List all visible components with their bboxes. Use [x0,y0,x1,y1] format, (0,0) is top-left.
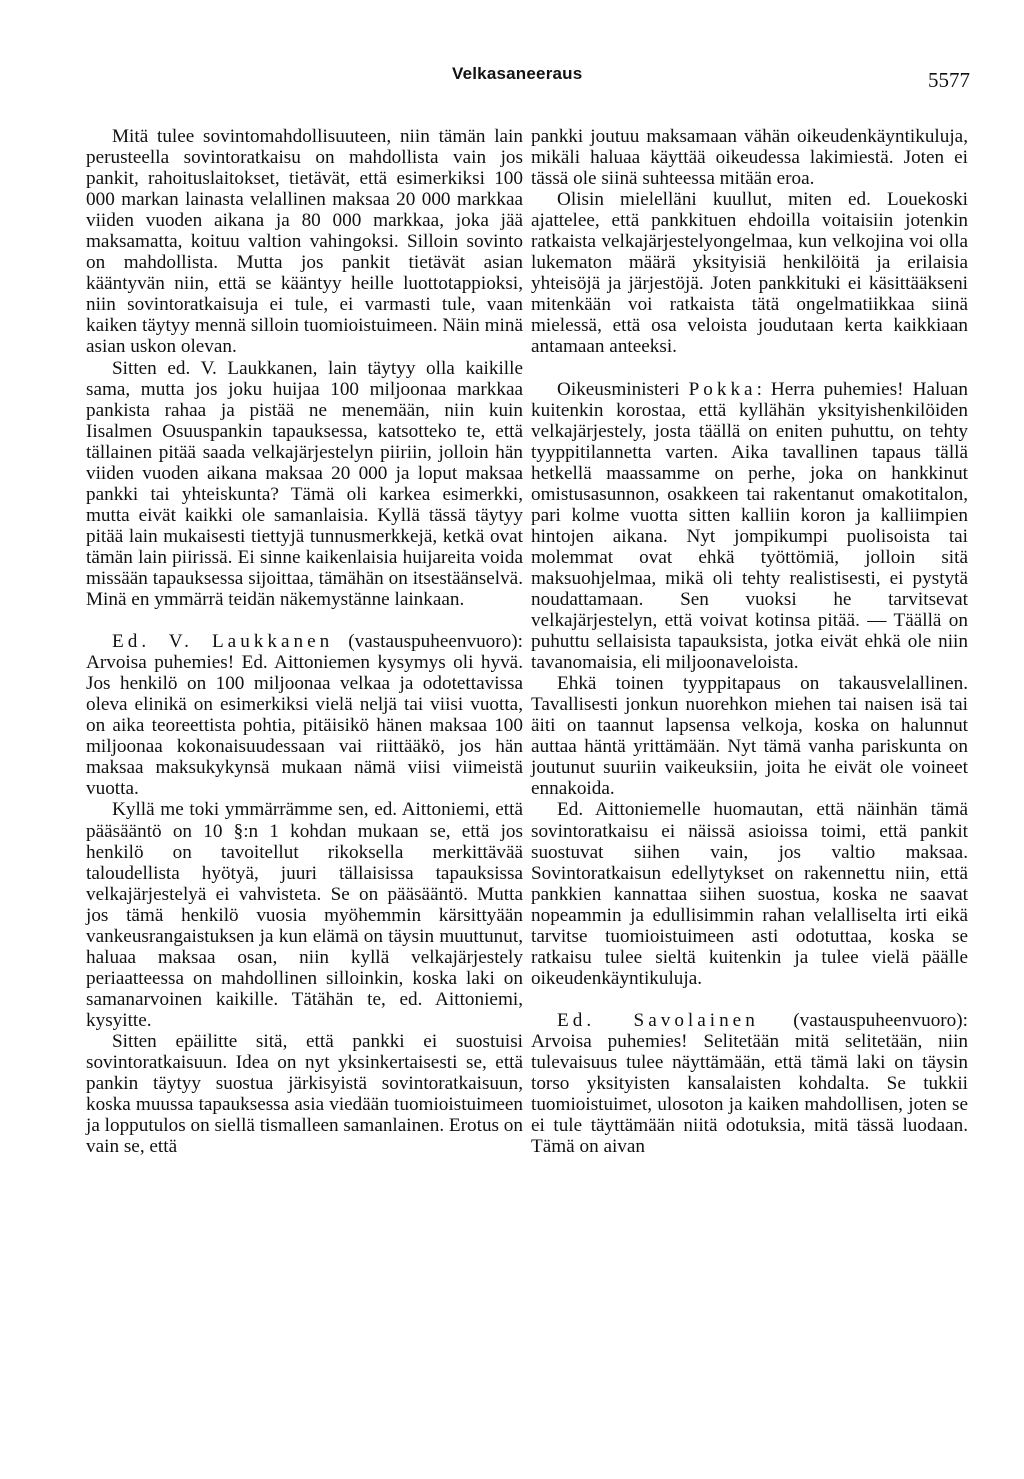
speaker-name: Ed. V. Laukkanen [112,631,334,653]
paragraph: Ed. Aittoniemelle huomautan, että näinhän tämä sovintoratkaisu ei näissä asioissa toimi, että pankit suostuvat siihen vain, jos valtio maksaa. Sovintoratkaisun edellytykset on rakennettu niin, että pankkien kannattaa siihen suostua, koska ne saavat nopeammin ja edullisimmin rahan velalliselta irti eikä tarvitse tuomioistuimeen asti odotuttaa, koska se ratkaisu tulee sieltä kuitenkin ja tulee vielä päälle oikeudenkäyntikuluja. [531,799,968,989]
speaker-name: Pokka [688,378,757,400]
speech-paragraph [531,1010,968,1157]
paragraph: Sitten epäilitte sitä, että pankki ei suostuisi sovintoratkaisuun. Idea on nyt yksinkertaisesti se, että pankin täytyy suostua järkisyistä sovintoratkaisuun, koska muussa tapauksessa asia viedään tuomioistuimeen ja lopputulos on siellä tismalleen samanlainen. Erotus on vain se, että [86,1030,523,1158]
paragraph: Mitä tulee sovintomahdollisuuteen, niin tämän lain perusteella sovintoratkaisu on mahdollista vain jos pankit, rahoituslaitokset, tietävät, että esimerkiksi 100 000 markan lainasta velallinen maksaa 20 000 markkaa viiden vuoden aikana ja 80 000 markkaa, joka jää maksamatta, koituu valtion vahingoksi. Silloin sovinto on mahdollista. Mutta jos pankit tietävät asian kääntyvän niin, että se kääntyy heille luottotappioksi, niin sovintoratkaisuja ei tule, ei varmasti tule, vaan kaiken täytyy mennä silloin tuomioistuimeen. Näin minä asian uskon olevan. [86,126,523,358]
running-title: Velkasaneeraus [452,64,583,83]
speaker-name: Ed. Savolainen [557,1009,759,1031]
paragraph: Sitten ed. V. Laukkanen, lain täytyy olla kaikille sama, mutta jos joku huijaa 100 miljoonaa markkaa pankista rahaa ja pistää ne menemään, niin kuin Iisalmen Osuuspankin tapauksessa, katsotteko te, että tällainen pitää saada velkajärjestelyn piiriin, jolloin hän viiden vuoden aikana maksaa 20 000 ja loput maksaa pankki tai yhteiskunta? Tämä oli karkea esimerkki, mutta eivät kaikki ole samanlaisia. Kyllä tässä täytyy pitää lain mukaisesti tiettyjä tunnusmerkkejä, ketkä ovat tämän lain piirissä. Ei sinne kaikenlaisia huijareita voida missään tapauksessa sijoittaa, tämähän on itsestäänselvä. Minä en ymmärrä teidän näkemystänne lainkaan. [86,357,523,611]
paragraph: Kyllä me toki ymmärrämme sen, ed. Aittoniemi, että pääsääntö on 10 §:n 1 kohdan mukaan se, että jos henkilö on tavoitellut rikoksella merkittävää taloudellista hyötyä, juuri tällaisissa tapauksissa velkajärjestelyä ei vahvisteta. Se on pääsääntö. Mutta jos tämä henkilö vuosia myöhemmin kärsittyään vankeusrangaistuksen ja kun elämä on täysin muuttunut, haluaa maksaa osan, niin kyllä velkajärjestely periaatteessa on mahdollinen silloinkin, koska laki on samanarvoinen kaikille. Tätähän te, ed. Aittoniemi, kysyitte. [86,799,523,1031]
speech-text: (vastauspuheenvuoro): Arvoisa puhemies! Ed. Aittoniemen kysymys oli hyvä. Jos henkilö on 100 miljoonaa velkaa ja odotettavissa oleva elinikä on esimerkiksi vielä neljä tai viisi vuotta, on aika teoreettista pohtia, pitäisikö hänen maksaa 100 miljoonaa kokonaisuudessaan vai riittääkö, jos hän maksaa maksukykynsä mukaan nämä viisi viimeistä vuotta. [86,631,523,800]
speech-paragraph [86,631,523,799]
paragraph: Ehkä toinen tyyppitapaus on takausvelallinen. Tavallisesti jonkun nuorehkon miehen tai naisen isä tai äiti on taannut lapsensa velkoja, koska on halunnut auttaa häntä yrittämään. Nyt tämä vanha pariskunta on joutunut suuriin vaikeuksiin, joita he eivät ole voineet ennakoida. [531,673,968,800]
section-gap [86,610,523,631]
left-column [86,126,523,1157]
speaker-title: Oikeusministeri [557,378,689,400]
section-gap [531,358,968,379]
speech-paragraph [531,379,968,674]
speech-text: : Herra puhemies! Haluan kuitenkin korostaa, että kyllähän yksityishenkilöiden velkajärjestely, josta täällä on eniten puhuttu, on tehty tyyppitilannetta varten. Aika tavallinen tapaus tällä hetkellä maassamme on perhe, joka on hankkinut omistusasunnon, osakkeen tai rakentanut omakotitalon, pari kolme vuotta sitten kalliin koron ja kalliimpien hintojen aikana. Nyt jompikumpi puolisoista tai molemmat ovat ehkä työttömiä, jolloin sitä maksuohjelmaa, mikä oli tehty realistisesti, ei pystytä noudattamaan. Sen vuoksi he tarvitsevat velkajärjestelyn, että voivat kotinsa pitää. — Täällä on puhuttu sellaisista tapauksista, jotka eivät ehkä ole niin tavanomaisia, eli miljoonaveloista. [531,378,968,674]
speech-text: (vastauspuheenvuoro): Arvoisa puhemies! Selitetään mitä selitetään, niin tulevaisuus tulee näyttämään, että tämä laki on täysin torso yksityisten kansalaisten kohdalta. Se tukkii tuomioistuimet, ulosoton ja kaiken mahdollisen, joten se ei tule täyttämään niitä odotuksia, mitä tässä luodaan. Tämä on aivan [531,1009,968,1158]
section-gap [531,989,968,1010]
right-column [531,126,968,1157]
paragraph: pankki joutuu maksamaan vähän oikeudenkäyntikuluja, mikäli haluaa käyttää oikeudessa lakimiestä. Joten ei tässä ole siinä suhteessa mitään eroa. [531,126,968,190]
page-number: 5577 [928,68,970,92]
paragraph: Olisin mielelläni kuullut, miten ed. Louekoski ajattelee, että pankkituen ehdoilla voitaisiin jotenkin ratkaista velkajärjestelyongelmaa, kun velkojina voi olla lukematon määrä yksityisiä henkilöitä ja erilaisia yhteisöjä ja järjestöjä. Joten pankkituki ei käsittääkseni mitenkään voi ratkaista tätä ongelmatiikkaa siinä mielessä, että osa veloista joudutaan kerta kaikkiaan antamaan anteeksi. [531,189,968,358]
